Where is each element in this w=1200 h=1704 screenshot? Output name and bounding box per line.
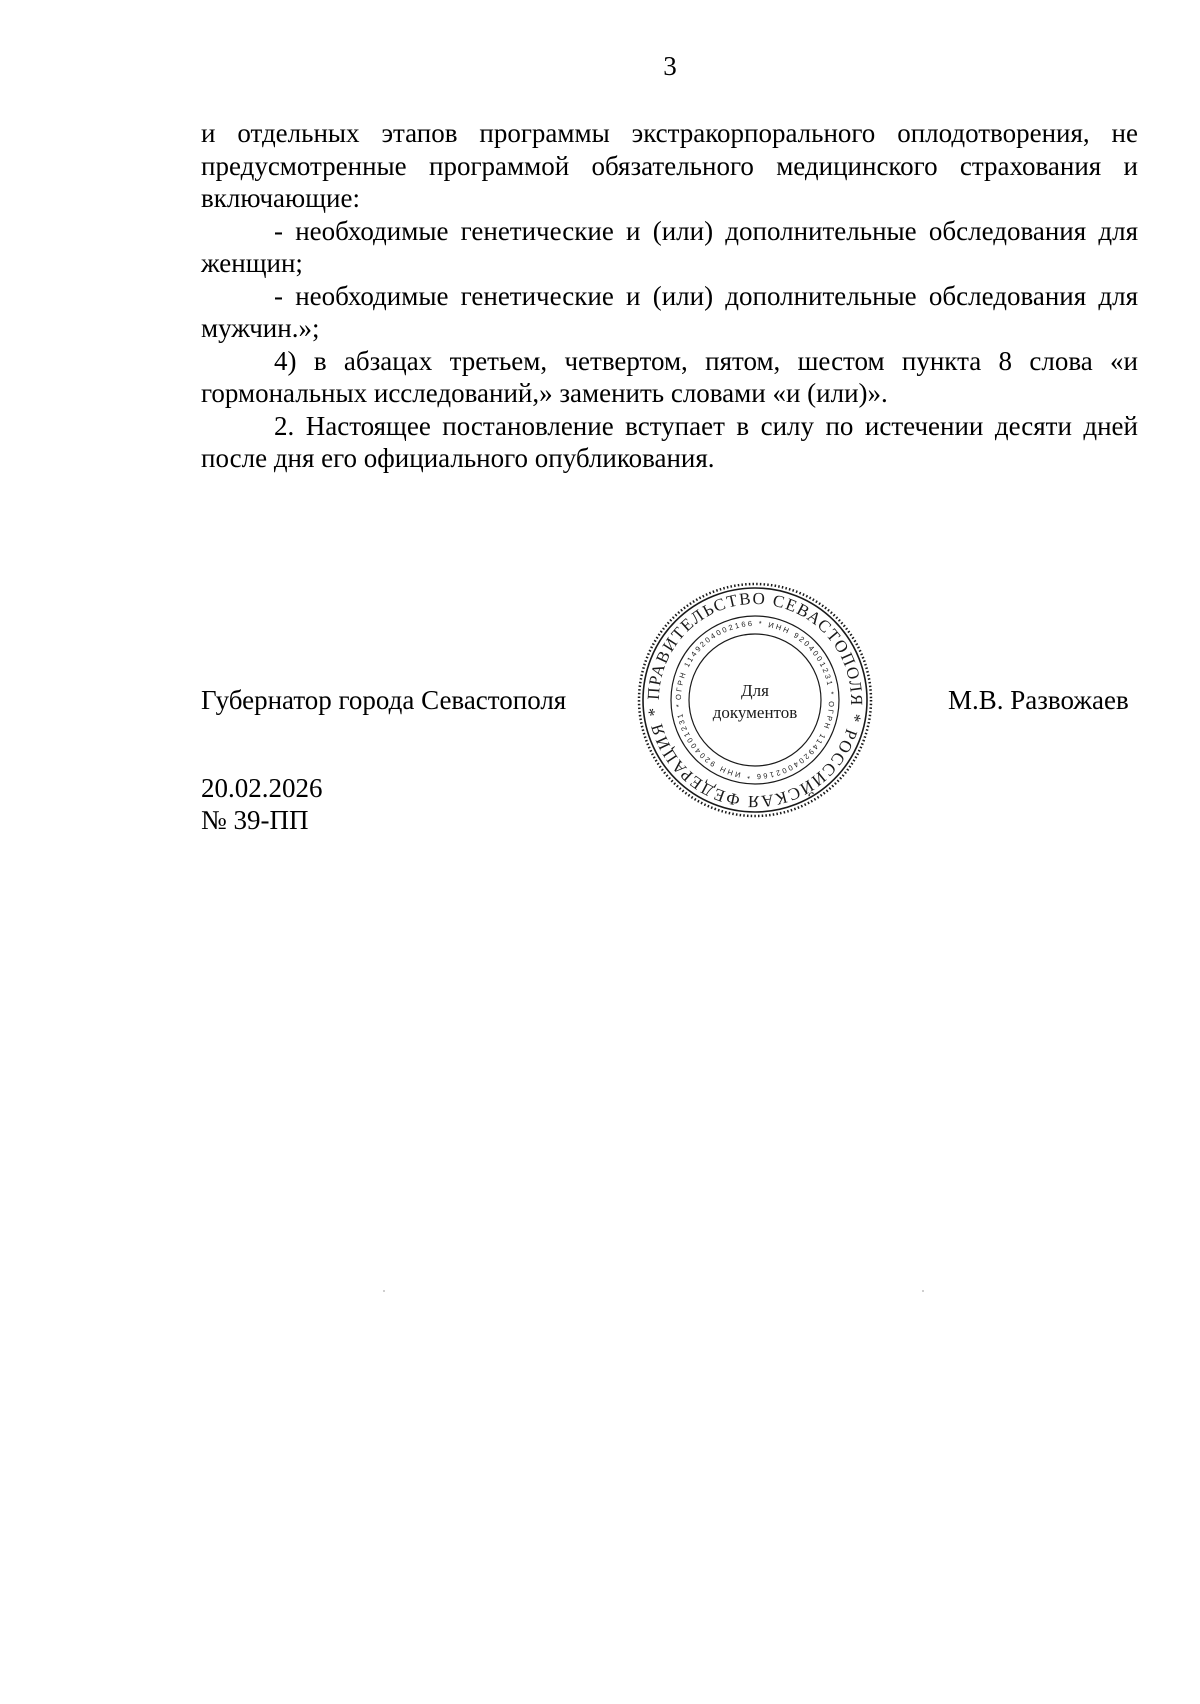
scan-artifact: [383, 1290, 385, 1292]
scan-artifact: [922, 1290, 924, 1292]
signatory-name: М.В. Развожаев: [948, 685, 1129, 715]
list-item-women: - необходимые генетические и (или) дополнительные обследования для женщин;: [201, 215, 1138, 278]
seal-inner-text: ОГРН 1149204002166 * ИНН 9204001231 * ОГРН 1149204002166 * ИНН 9204001231 *: [673, 618, 837, 782]
document-date: 20.02.2026: [201, 773, 323, 803]
paragraph-item-2: 2. Настоящее постановление вступает в силу по истечении десяти дней после дня его официального опубликования.: [201, 410, 1138, 473]
paragraph-continuation: и отдельных этапов программы экстракорпорального оплодотворения, не предусмотренные программой обязательного медицинского страхования и включающие:: [201, 118, 1138, 213]
official-seal: [635, 580, 875, 820]
seal-center-line1: Для: [741, 681, 769, 700]
signatory-title: Губернатор города Севастополя: [201, 685, 567, 715]
document-number: № 39-ПП: [201, 805, 309, 835]
page-number: 3: [663, 51, 677, 81]
seal-outer-text: ПРАВИТЕЛЬСТВО СЕВАСТОПОЛЯ * РОССИЙСКАЯ ФЕДЕРАЦИЯ *: [643, 588, 867, 812]
document-meta: [201, 772, 323, 836]
document-body: [201, 117, 1138, 475]
paragraph-item-4: 4) в абзацах третьем, четвертом, пятом, шестом пункта 8 слова «и гормональных исследований,» заменить словами «и (или)».: [201, 345, 1138, 408]
seal-center-line2: документов: [712, 703, 798, 722]
list-item-men: - необходимые генетические и (или) дополнительные обследования для мужчин.»;: [201, 280, 1138, 343]
